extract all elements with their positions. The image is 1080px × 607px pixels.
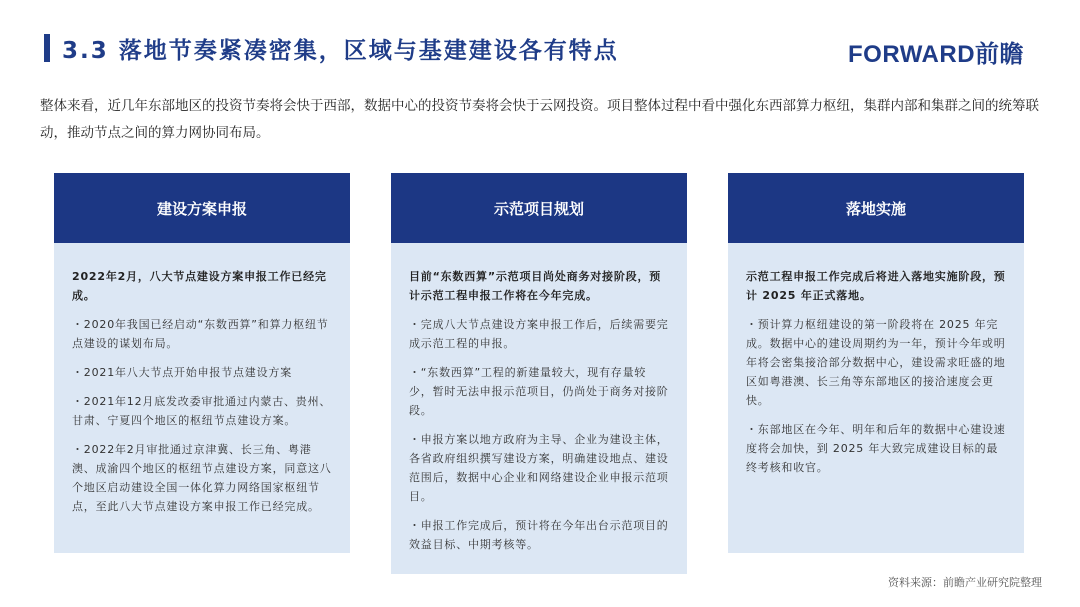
card-title: 落地实施: [845, 199, 906, 218]
card-point: ・2022年2月审批通过京津冀、长三角、粤港澳、成渝四个地区的枢纽节点建设方案，同意这八个地区启动建设全国一体化算力网络国家枢纽节点，至此八大节点建设方案申报工作已经完成。: [72, 443, 332, 513]
card-point: ・2020年我国已经启动“东数西算”和算力枢纽节点建设的谋划布局。: [72, 318, 329, 350]
stage-card: [728, 173, 1024, 553]
title-accent-bar: [44, 34, 50, 62]
card-point: ・申报方案以地方政府为主导、企业为建设主体，各省政府组织撰写建设方案，明确建设地点、建设范围后，数据中心企业和网络建设企业申报示范项目。: [409, 433, 669, 503]
card-point: ・东部地区在今年、明年和后年的数据中心建设速度将会加快，到 2025 年大致完成建设目标的最终考核和收官。: [746, 423, 1006, 474]
stage-card: [54, 173, 350, 553]
card-body: [728, 243, 1024, 553]
card-point: ・申报工作完成后，预计将在今年出台示范项目的效益目标、中期考核等。: [409, 519, 669, 551]
page-title: 3.3 落地节奏紧凑密集，区域与基建建设各有特点: [62, 38, 619, 64]
card-point: ・完成八大节点建设方案申报工作后，后续需要完成示范工程的申报。: [409, 318, 669, 350]
forward-logo: FORWARD前瞻: [848, 41, 1025, 68]
card-point: ・2021年八大节点开始申报节点建设方案: [72, 366, 292, 379]
card-point: ・2021年12月底发改委审批通过内蒙古、贵州、甘肃、宁夏四个地区的枢纽节点建设方案。: [72, 395, 332, 427]
intro-paragraph: 整体来看，近几年东部地区的投资节奏将会快于西部，数据中心的投资节奏将会快于云网投资。项目整体过程中看中强化东西部算力枢纽，集群内部和集群之间的统筹联动，推动节点之间的算力网协同布局。: [40, 98, 1039, 141]
card-header: [728, 173, 1024, 243]
card-body: [54, 243, 350, 553]
card-point: ・“东数西算”工程的新建量较大，现有存量较少，暂时无法申报示范项目，仍尚处于商务对接阶段。: [409, 366, 669, 417]
card-header: [54, 173, 350, 243]
source-note: 资料来源：前瞻产业研究院整理: [888, 576, 1042, 589]
card-lead: 2022年2月，八大节点建设方案申报工作已经完成。: [72, 270, 327, 302]
card-header: [391, 173, 687, 243]
card-point: ・预计算力枢纽建设的第一阶段将在 2025 年完成。数据中心的建设周期约为一年，预计今年或明年将会密集接洽部分数据中心，建设需求旺盛的地区如粤港澳、长三角等东部地区的接洽速度会更快。: [746, 318, 1006, 407]
card-body: [391, 243, 687, 574]
card-lead: 目前“东数西算”示范项目尚处商务对接阶段，预计示范工程申报工作将在今年完成。: [409, 270, 662, 302]
card-title: 建设方案申报: [156, 199, 247, 218]
card-title: 示范项目规划: [493, 199, 584, 218]
stage-card: [391, 173, 687, 574]
card-lead: 示范工程申报工作完成后将进入落地实施阶段，预计 2025 年正式落地。: [746, 270, 1006, 302]
